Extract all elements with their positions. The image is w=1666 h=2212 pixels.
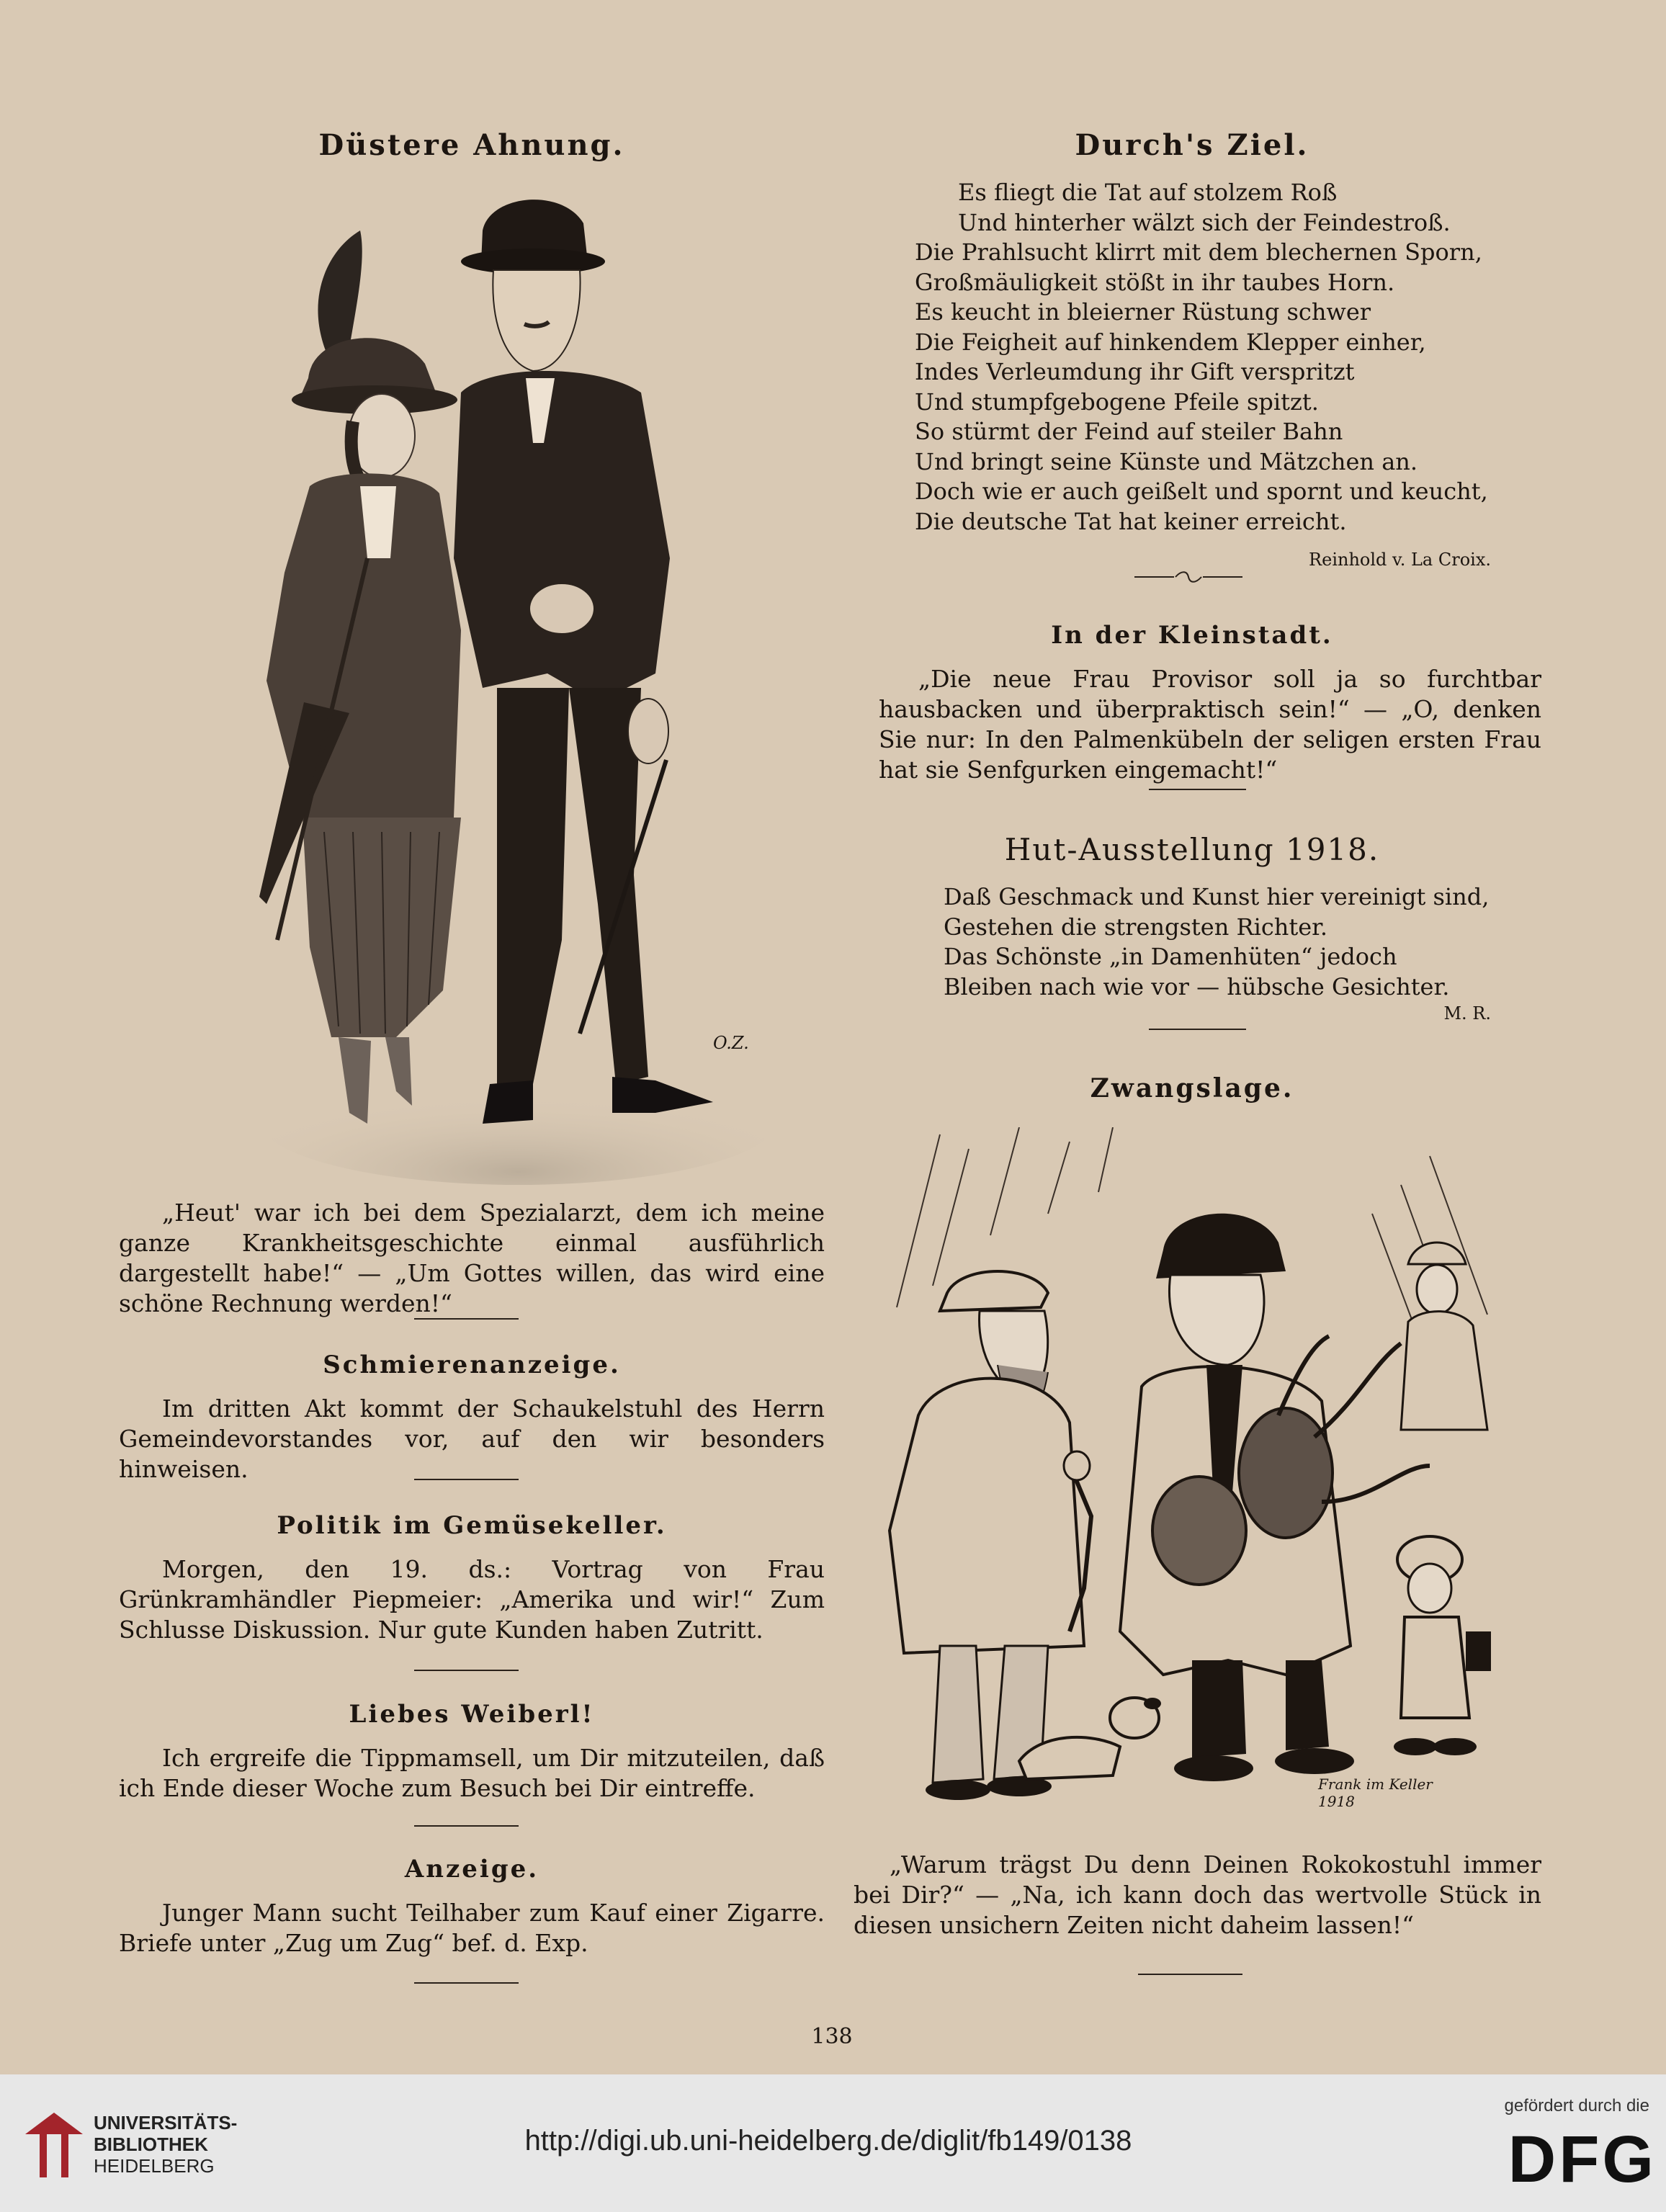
poem-line: Es keucht in bleierner Rüstung schwer [915,298,1371,326]
author-reinhold-la-croix: Reinhold v. La Croix. [1309,550,1491,570]
poem-line: Bleiben nach wie vor — hübsche Gesichter. [944,972,1450,1000]
caption-zwangslage: „Warum trägst Du denn Deinen Rokokostuhl immer bei Dir?“ — „Na, ich kann doch das wertvolle Stück in diesen unsichern Zeiten nicht daheim lassen!“ [854,1850,1541,1939]
poem-durchs-ziel [915,178,1520,537]
ornamental-divider [1131,569,1246,585]
title-liebes-weiberl: Liebes Weiberl! [349,1700,595,1729]
library-name-line: BIBLIOTHEK [94,2133,208,2155]
poem-line: Das Schönste „in Damenhüten“ jedoch [944,943,1397,970]
library-name-line: UNIVERSITÄTS- [94,2112,238,2133]
poem-line: Doch wie er auch geißelt und spornt und keucht, [915,478,1488,505]
title-duestere-ahnung: Düstere Ahnung. [318,128,625,162]
poem-line: Großmäuligkeit stößt in ihr taubes Horn. [915,268,1395,296]
separator-rule [414,1479,519,1480]
separator-rule [414,1825,519,1827]
library-name-line: HEIDELBERG [94,2155,215,2177]
title-anzeige: Anzeige. [404,1855,539,1884]
permalink-url[interactable]: http://digi.ub.uni-heidelberg.de/diglit/fb149/0138 [524,2125,1132,2157]
poem-line: Die Feigheit auf hinkendem Klepper einher, [915,328,1426,356]
artist-signature-frank: Frank im Keller 1918 [1318,1776,1433,1810]
poem-line: So stürmt der Feind auf steiler Bahn [915,418,1343,445]
couple-illustration [223,184,785,1192]
title-in-der-kleinstadt: In der Kleinstadt. [1051,621,1333,650]
text-schmierenanzeige: Im dritten Akt kommt der Schaukelstuhl des Herrn Gemeindevorstandes vor, auf den wir besonders hinweisen. [119,1394,825,1483]
text-liebes-weiberl: Ich ergreife die Tippmamsell, um Dir mitzuteilen, daß ich Ende dieser Woche zum Besuch bei Dir eintreffe. [119,1744,825,1802]
separator-rule [414,1670,519,1671]
separator-rule [1149,1029,1246,1030]
separator-rule [1149,789,1246,790]
poem-line: Und stumpfgebogene Pfeile spitzt. [915,388,1319,416]
funding-label: gefördert durch die [1504,2096,1649,2115]
title-politik-gemuesekeller: Politik im Gemüsekeller. [277,1511,667,1540]
page-number: 138 [811,2024,853,2049]
poem-line: Und hinterher wälzt sich der Feindestroß. [958,208,1451,236]
text-politik-gemuesekeller: Morgen, den 19. ds.: Vortrag von Frau Grünkramhändler Piepmeier: „Amerika und wir!“ Zum Schlusse Diskussion. Nur gute Kunden haben Zutritt. [119,1555,825,1644]
poem-line: Und bringt seine Künste und Mätzchen an. [915,447,1418,475]
title-hut-ausstellung: Hut-Ausstellung 1918. [1004,832,1380,867]
poem-hut-ausstellung [944,882,1491,1002]
poem-line: Gestehen die strengsten Richter. [944,913,1328,941]
artist-signature-oz: O.Z. [713,1033,749,1053]
separator-rule [414,1982,519,1984]
university-library-logo-icon [22,2109,86,2181]
text-anzeige: Junger Mann sucht Teilhaber zum Kauf einer Zigarre. Briefe unter „Zug um Zug“ bef. d. Exp. [119,1899,825,1957]
library-name [94,2112,237,2177]
zwangslage-illustration [854,1127,1516,1819]
digitization-footer [0,2074,1666,2212]
poem-line: Daß Geschmack und Kunst hier vereinigt sind, [944,883,1490,910]
poem-line: Die Prahlsucht klirrt mit dem blechernen Sporn, [915,238,1482,266]
title-schmierenanzeige: Schmierenanzeige. [323,1351,621,1379]
separator-rule [1138,1974,1242,1975]
author-mr: M. R. [1443,1003,1491,1024]
separator-rule [414,1318,519,1320]
poem-line: Indes Verleumdung ihr Gift verspritzt [915,358,1355,385]
text-in-der-kleinstadt: „Die neue Frau Provisor soll ja so furchtbar hausbacken und überpraktisch sein!“ — „O, denken Sie nur: In den Palmenkübeln der seligen ersten Frau hat sie Senfgurken eingemacht!“ [879,665,1541,784]
dfg-logo: DFG [1508,2123,1657,2196]
title-zwangslage: Zwangslage. [1090,1073,1294,1103]
poem-line: Es fliegt die Tat auf stolzem Roß [958,179,1338,206]
caption-duestere-ahnung: „Heut' war ich bei dem Spezialarzt, dem ich meine ganze Krankheitsgeschichte einmal ausführlich dargestellt habe!“ — „Um Gottes willen, das wird eine schöne Rechnung werden!“ [119,1199,825,1317]
poem-line: Die deutsche Tat hat keiner erreicht. [915,507,1347,535]
title-durchs-ziel: Durch's Ziel. [1075,128,1309,162]
